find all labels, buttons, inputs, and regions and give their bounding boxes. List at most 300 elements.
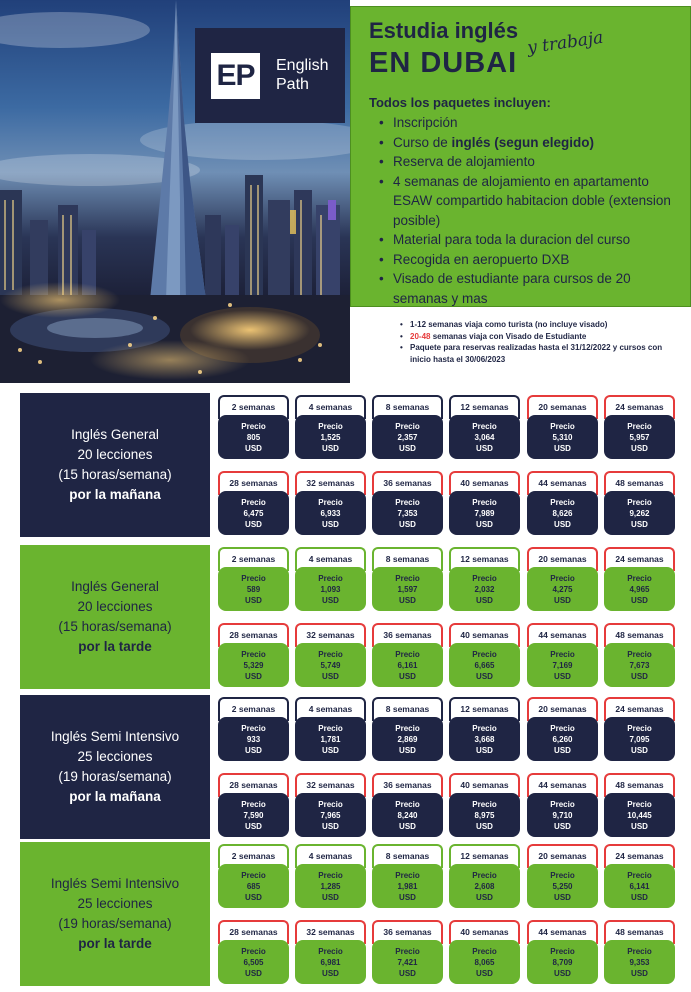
price-label: Precio	[627, 574, 652, 583]
price-card	[218, 623, 289, 687]
currency-label: USD	[399, 746, 416, 755]
price-label: Precio	[241, 422, 266, 431]
price-card	[372, 920, 443, 984]
currency-label: USD	[554, 520, 571, 529]
includes-item: • Material para toda la duracion del curso	[379, 230, 679, 250]
price-box	[449, 717, 520, 761]
price-card	[295, 920, 366, 984]
price-value: 5,250	[552, 882, 573, 891]
currency-label: USD	[476, 672, 493, 681]
price-section	[20, 842, 686, 986]
currency-label: USD	[631, 596, 648, 605]
price-label: Precio	[318, 498, 343, 507]
price-box	[372, 415, 443, 459]
price-value: 2,869	[397, 735, 418, 744]
duration-tab: 24 semanas	[604, 844, 675, 868]
price-card	[295, 395, 366, 459]
price-value: 933	[246, 735, 261, 744]
price-value: 3,668	[474, 735, 495, 744]
price-section	[20, 545, 686, 689]
price-card	[604, 773, 675, 837]
duration-tab: 24 semanas	[604, 395, 675, 419]
duration-tab: 36 semanas	[372, 920, 443, 944]
price-box	[604, 793, 675, 837]
duration-tab: 32 semanas	[295, 920, 366, 944]
price-box	[372, 940, 443, 984]
currency-label: USD	[554, 969, 571, 978]
price-value: 7,095	[629, 735, 650, 744]
includes-item: • 4 semanas de alojamiento en apartamento ESAW compartido habitacion doble (extension posible)	[379, 172, 679, 231]
price-label: Precio	[627, 947, 652, 956]
currency-label: USD	[322, 822, 339, 831]
duration-tab: 2 semanas	[218, 547, 289, 571]
duration-tab: 28 semanas	[218, 623, 289, 647]
price-label: Precio	[472, 800, 497, 809]
price-label: Precio	[627, 800, 652, 809]
duration-tab: 48 semanas	[604, 471, 675, 495]
currency-label: USD	[245, 746, 262, 755]
title-line-2: EN DUBAI	[369, 47, 518, 79]
price-card	[449, 395, 520, 459]
currency-label: USD	[399, 969, 416, 978]
duration-tab: 8 semanas	[372, 697, 443, 721]
duration-tab: 4 semanas	[295, 697, 366, 721]
course-detail: Inglés General	[71, 579, 159, 594]
price-box	[527, 643, 598, 687]
course-label	[20, 695, 210, 839]
price-value: 4,965	[629, 585, 650, 594]
duration-tab: 20 semanas	[527, 697, 598, 721]
price-box	[604, 717, 675, 761]
price-box	[295, 643, 366, 687]
duration-tab: 2 semanas	[218, 395, 289, 419]
price-card	[218, 395, 289, 459]
price-label: Precio	[472, 574, 497, 583]
price-box	[449, 567, 520, 611]
price-card	[449, 471, 520, 535]
course-detail: Inglés Semi Intensivo	[50, 876, 180, 891]
currency-label: USD	[322, 596, 339, 605]
price-section	[20, 695, 686, 839]
price-box	[449, 793, 520, 837]
price-card	[372, 844, 443, 908]
duration-tab: 36 semanas	[372, 623, 443, 647]
price-box	[449, 864, 520, 908]
price-label: Precio	[395, 574, 420, 583]
price-box	[218, 415, 289, 459]
price-value: 8,626	[552, 509, 573, 518]
duration-tab: 40 semanas	[449, 623, 520, 647]
price-box	[218, 940, 289, 984]
price-label: Precio	[395, 422, 420, 431]
price-card	[527, 844, 598, 908]
duration-tab: 28 semanas	[218, 773, 289, 797]
price-card	[527, 697, 598, 761]
price-label: Precio	[318, 947, 343, 956]
price-card	[604, 547, 675, 611]
currency-label: USD	[399, 893, 416, 902]
duration-tab: 48 semanas	[604, 920, 675, 944]
currency-label: USD	[631, 444, 648, 453]
price-box	[527, 567, 598, 611]
duration-tab: 24 semanas	[604, 547, 675, 571]
course-schedule: por la tarde	[78, 936, 152, 951]
price-box	[218, 567, 289, 611]
price-card	[372, 697, 443, 761]
price-card	[449, 773, 520, 837]
price-section	[20, 393, 686, 537]
price-value: 6,665	[474, 661, 495, 670]
currency-label: USD	[245, 893, 262, 902]
price-label: Precio	[550, 650, 575, 659]
currency-label: USD	[631, 822, 648, 831]
price-box	[372, 793, 443, 837]
price-value: 2,357	[397, 433, 418, 442]
price-value: 5,749	[320, 661, 341, 670]
currency-label: USD	[631, 520, 648, 529]
price-box	[527, 415, 598, 459]
price-label: Precio	[395, 947, 420, 956]
logo-wordmark: English Path	[276, 57, 329, 93]
price-label: Precio	[627, 871, 652, 880]
price-box	[372, 643, 443, 687]
currency-label: USD	[245, 969, 262, 978]
price-card	[604, 697, 675, 761]
price-box	[218, 864, 289, 908]
price-label: Precio	[241, 574, 266, 583]
duration-tab: 36 semanas	[372, 773, 443, 797]
currency-label: USD	[399, 672, 416, 681]
price-box	[527, 864, 598, 908]
price-card	[295, 547, 366, 611]
course-detail: 20 lecciones	[77, 599, 153, 614]
price-box	[218, 717, 289, 761]
duration-tab: 40 semanas	[449, 471, 520, 495]
price-value: 1,285	[320, 882, 341, 891]
duration-tab: 8 semanas	[372, 395, 443, 419]
price-value: 1,781	[320, 735, 341, 744]
price-value: 8,709	[552, 958, 573, 967]
duration-tab: 20 semanas	[527, 395, 598, 419]
price-box	[295, 491, 366, 535]
currency-label: USD	[554, 444, 571, 453]
price-card	[527, 395, 598, 459]
price-label: Precio	[550, 800, 575, 809]
price-box	[449, 940, 520, 984]
currency-label: USD	[554, 746, 571, 755]
course-schedule: por la tarde	[78, 639, 152, 654]
includes-item: • Curso de inglés (segun elegido)	[379, 133, 679, 153]
course-detail: Inglés Semi Intensivo	[50, 729, 180, 744]
price-label: Precio	[318, 724, 343, 733]
course-detail: (15 horas/semana)	[58, 467, 172, 482]
price-box	[372, 491, 443, 535]
price-card	[218, 844, 289, 908]
price-card	[527, 471, 598, 535]
course-schedule: por la mañana	[69, 487, 161, 502]
currency-label: USD	[476, 822, 493, 831]
duration-tab: 12 semanas	[449, 395, 520, 419]
conditions-notes	[400, 319, 685, 365]
note-item: • 1-12 semanas viaja como turista (no incluye visado)	[400, 319, 685, 331]
duration-tab: 12 semanas	[449, 844, 520, 868]
note-item: • 20-48 semanas viaja con Visado de Estudiante	[400, 331, 685, 343]
price-label: Precio	[472, 724, 497, 733]
course-detail: (19 horas/semana)	[58, 916, 172, 931]
price-box	[527, 491, 598, 535]
price-label: Precio	[472, 871, 497, 880]
price-label: Precio	[241, 800, 266, 809]
price-card	[449, 844, 520, 908]
duration-tab: 4 semanas	[295, 844, 366, 868]
price-label: Precio	[627, 422, 652, 431]
course-schedule: por la mañana	[69, 789, 161, 804]
price-label: Precio	[241, 947, 266, 956]
price-label: Precio	[627, 498, 652, 507]
price-label: Precio	[318, 871, 343, 880]
price-box	[295, 793, 366, 837]
duration-tab: 28 semanas	[218, 471, 289, 495]
price-card	[527, 623, 598, 687]
package-info-panel	[350, 6, 691, 307]
price-value: 7,169	[552, 661, 573, 670]
duration-tab: 8 semanas	[372, 547, 443, 571]
price-label: Precio	[550, 574, 575, 583]
course-label	[20, 393, 210, 537]
currency-label: USD	[245, 520, 262, 529]
price-box	[449, 491, 520, 535]
price-box	[449, 643, 520, 687]
duration-tab: 4 semanas	[295, 547, 366, 571]
logo-mark: EP	[211, 53, 260, 99]
price-label: Precio	[395, 650, 420, 659]
price-box	[527, 793, 598, 837]
price-card	[449, 623, 520, 687]
price-card	[604, 471, 675, 535]
currency-label: USD	[399, 822, 416, 831]
price-card	[372, 471, 443, 535]
price-label: Precio	[550, 498, 575, 507]
currency-label: USD	[554, 893, 571, 902]
price-box	[218, 793, 289, 837]
currency-label: USD	[631, 893, 648, 902]
title-line-1: Estudia inglés	[369, 18, 519, 43]
duration-tab: 20 semanas	[527, 844, 598, 868]
currency-label: USD	[399, 596, 416, 605]
price-label: Precio	[472, 947, 497, 956]
duration-tab: 32 semanas	[295, 623, 366, 647]
price-label: Precio	[472, 498, 497, 507]
duration-tab: 12 semanas	[449, 547, 520, 571]
price-label: Precio	[318, 574, 343, 583]
includes-item: • Reserva de alojamiento	[379, 152, 679, 172]
currency-label: USD	[322, 672, 339, 681]
currency-label: USD	[476, 444, 493, 453]
price-value: 1,093	[320, 585, 341, 594]
price-box	[604, 567, 675, 611]
currency-label: USD	[399, 520, 416, 529]
price-card	[604, 844, 675, 908]
currency-label: USD	[245, 444, 262, 453]
price-label: Precio	[550, 724, 575, 733]
currency-label: USD	[322, 969, 339, 978]
price-value: 9,710	[552, 811, 573, 820]
price-box	[527, 717, 598, 761]
currency-label: USD	[245, 822, 262, 831]
course-detail: 20 lecciones	[77, 447, 153, 462]
price-value: 7,989	[474, 509, 495, 518]
duration-tab: 12 semanas	[449, 697, 520, 721]
price-card	[449, 920, 520, 984]
price-box	[372, 864, 443, 908]
price-value: 8,975	[474, 811, 495, 820]
price-value: 1,981	[397, 882, 418, 891]
price-card	[218, 697, 289, 761]
duration-tab: 8 semanas	[372, 844, 443, 868]
price-value: 2,032	[474, 585, 495, 594]
price-box	[218, 643, 289, 687]
price-box	[295, 415, 366, 459]
price-value: 7,353	[397, 509, 418, 518]
currency-label: USD	[631, 672, 648, 681]
currency-label: USD	[245, 672, 262, 681]
title-script: y trabaja	[525, 27, 605, 59]
note-highlight: 20-48	[410, 331, 431, 341]
price-label: Precio	[395, 724, 420, 733]
duration-tab: 2 semanas	[218, 697, 289, 721]
course-label	[20, 545, 210, 689]
price-value: 8,065	[474, 958, 495, 967]
price-value: 1,525	[320, 433, 341, 442]
currency-label: USD	[322, 893, 339, 902]
price-card	[218, 920, 289, 984]
currency-label: USD	[399, 444, 416, 453]
price-value: 10,445	[627, 811, 652, 820]
currency-label: USD	[322, 520, 339, 529]
price-value: 6,141	[629, 882, 650, 891]
includes-item: • Visado de estudiante para cursos de 20 semanas y mas	[379, 269, 679, 308]
price-card	[527, 773, 598, 837]
price-box	[218, 491, 289, 535]
currency-label: USD	[476, 969, 493, 978]
price-label: Precio	[318, 650, 343, 659]
duration-tab: 36 semanas	[372, 471, 443, 495]
course-label	[20, 842, 210, 986]
price-label: Precio	[627, 650, 652, 659]
price-card	[295, 697, 366, 761]
price-value: 6,161	[397, 661, 418, 670]
price-box	[604, 864, 675, 908]
course-detail: (19 horas/semana)	[58, 769, 172, 784]
price-card	[218, 773, 289, 837]
price-value: 6,981	[320, 958, 341, 967]
includes-heading: Todos los paquetes incluyen:	[369, 95, 551, 110]
price-label: Precio	[627, 724, 652, 733]
price-value: 9,353	[629, 958, 650, 967]
duration-tab: 2 semanas	[218, 844, 289, 868]
price-value: 4,275	[552, 585, 573, 594]
currency-label: USD	[476, 520, 493, 529]
price-box	[295, 864, 366, 908]
price-value: 6,260	[552, 735, 573, 744]
price-label: Precio	[395, 498, 420, 507]
price-card	[372, 547, 443, 611]
price-card	[604, 395, 675, 459]
duration-tab: 28 semanas	[218, 920, 289, 944]
price-value: 5,957	[629, 433, 650, 442]
price-card	[295, 623, 366, 687]
price-card	[218, 547, 289, 611]
price-label: Precio	[472, 650, 497, 659]
price-value: 1,597	[397, 585, 418, 594]
currency-label: USD	[631, 969, 648, 978]
duration-tab: 20 semanas	[527, 547, 598, 571]
price-value: 589	[246, 585, 261, 594]
price-card	[295, 773, 366, 837]
price-box	[604, 643, 675, 687]
price-card	[604, 623, 675, 687]
price-label: Precio	[472, 422, 497, 431]
price-value: 9,262	[629, 509, 650, 518]
currency-label: USD	[631, 746, 648, 755]
course-detail: 25 lecciones	[77, 896, 153, 911]
price-box	[604, 940, 675, 984]
price-box	[604, 415, 675, 459]
currency-label: USD	[476, 596, 493, 605]
price-box	[527, 940, 598, 984]
currency-label: USD	[322, 444, 339, 453]
price-card	[372, 623, 443, 687]
price-card	[527, 547, 598, 611]
currency-label: USD	[554, 596, 571, 605]
price-card	[527, 920, 598, 984]
price-value: 7,590	[243, 811, 264, 820]
currency-label: USD	[554, 822, 571, 831]
price-label: Precio	[241, 724, 266, 733]
price-label: Precio	[241, 871, 266, 880]
price-value: 7,421	[397, 958, 418, 967]
english-path-logo	[195, 28, 345, 123]
price-value: 6,475	[243, 509, 264, 518]
price-label: Precio	[241, 650, 266, 659]
duration-tab: 40 semanas	[449, 773, 520, 797]
duration-tab: 40 semanas	[449, 920, 520, 944]
currency-label: USD	[322, 746, 339, 755]
price-value: 685	[246, 882, 261, 891]
price-value: 7,965	[320, 811, 341, 820]
currency-label: USD	[476, 893, 493, 902]
price-label: Precio	[550, 947, 575, 956]
duration-tab: 44 semanas	[527, 773, 598, 797]
price-card	[372, 773, 443, 837]
note-item: • Paquete para reservas realizadas hasta el 31/12/2022 y cursos con inicio hasta el 30/06/2023	[400, 342, 685, 365]
price-value: 6,933	[320, 509, 341, 518]
price-label: Precio	[241, 498, 266, 507]
price-value: 3,064	[474, 433, 495, 442]
includes-list	[379, 113, 679, 308]
currency-label: USD	[245, 596, 262, 605]
currency-label: USD	[476, 746, 493, 755]
price-value: 805	[246, 433, 261, 442]
price-value: 6,505	[243, 958, 264, 967]
price-box	[372, 717, 443, 761]
price-label: Precio	[395, 871, 420, 880]
price-box	[295, 940, 366, 984]
duration-tab: 24 semanas	[604, 697, 675, 721]
duration-tab: 32 semanas	[295, 471, 366, 495]
duration-tab: 44 semanas	[527, 471, 598, 495]
duration-tab: 44 semanas	[527, 920, 598, 944]
